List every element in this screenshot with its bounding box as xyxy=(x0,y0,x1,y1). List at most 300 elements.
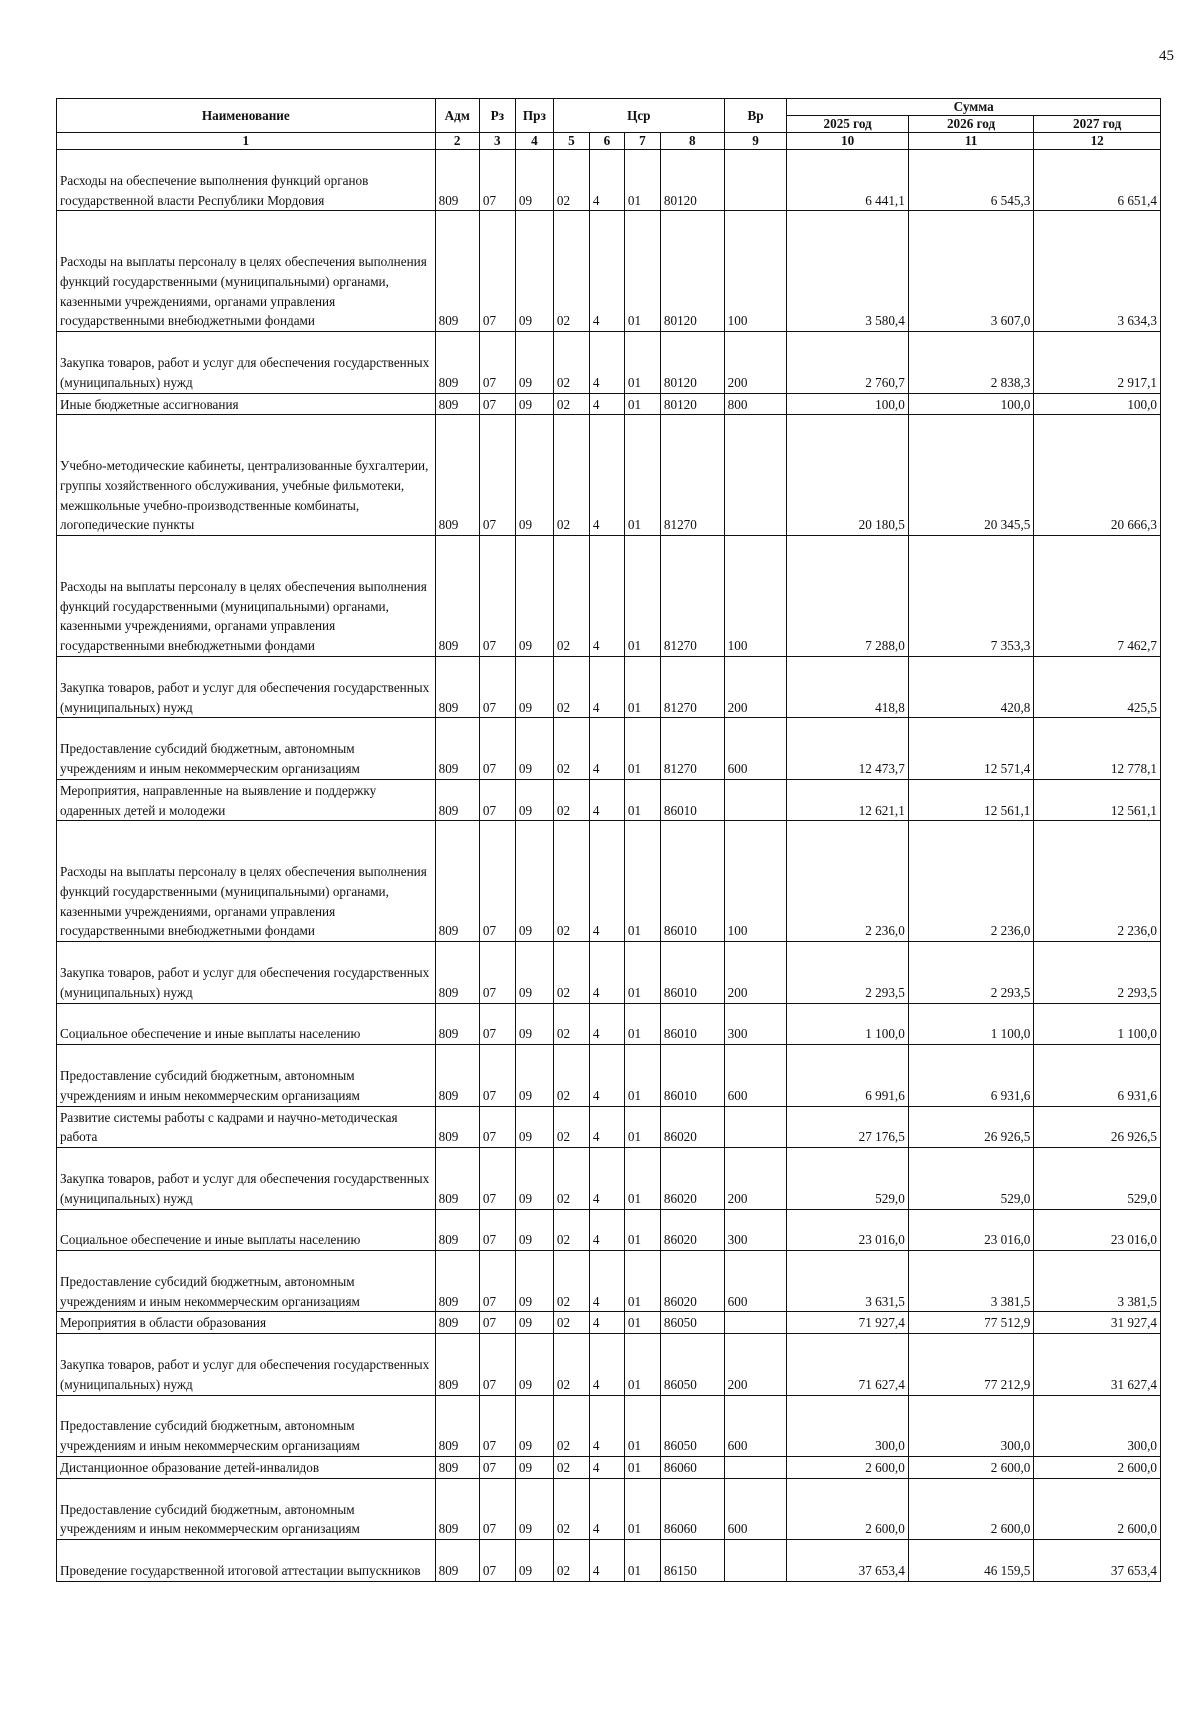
column-number: 8 xyxy=(660,133,724,150)
row-amount-2027: 529,0 xyxy=(1034,1148,1161,1209)
row-prz: 09 xyxy=(515,536,553,657)
column-number: 4 xyxy=(515,133,553,150)
row-vr: 100 xyxy=(724,211,787,332)
row-amount-2026: 20 345,5 xyxy=(908,415,1034,536)
row-adm: 809 xyxy=(435,1148,479,1209)
row-adm: 809 xyxy=(435,415,479,536)
row-amount-2026: 529,0 xyxy=(908,1148,1034,1209)
row-name: Закупка товаров, работ и услуг для обеспечения государственных (муниципальных) нужд xyxy=(57,332,436,393)
row-rz: 07 xyxy=(479,415,515,536)
row-csr-5: 02 xyxy=(553,211,589,332)
row-adm: 809 xyxy=(435,779,479,821)
row-prz: 09 xyxy=(515,779,553,821)
row-csr-8: 86010 xyxy=(660,942,724,1003)
row-amount-2026: 2 236,0 xyxy=(908,821,1034,942)
row-csr-6: 4 xyxy=(589,1106,624,1148)
row-name: Расходы на выплаты персоналу в целях обеспечения выполнения функций государственными (муниципальными) органами, казенными учреждениями, органами управления государственными внебюджетными фондами xyxy=(57,536,436,657)
row-csr-6: 4 xyxy=(589,821,624,942)
row-csr-8: 81270 xyxy=(660,536,724,657)
row-adm: 809 xyxy=(435,718,479,779)
row-prz: 09 xyxy=(515,1045,553,1106)
row-amount-2025: 37 653,4 xyxy=(787,1540,908,1582)
row-csr-8: 86060 xyxy=(660,1478,724,1539)
row-amount-2025: 300,0 xyxy=(787,1395,908,1456)
row-name: Предоставление субсидий бюджетным, автономным учреждениям и иным некоммерческим организациям xyxy=(57,1395,436,1456)
row-csr-8: 86050 xyxy=(660,1334,724,1395)
row-amount-2025: 6 991,6 xyxy=(787,1045,908,1106)
row-adm: 809 xyxy=(435,1478,479,1539)
row-csr-5: 02 xyxy=(553,150,589,211)
table-row xyxy=(57,150,1161,211)
table-row xyxy=(57,1457,1161,1479)
row-amount-2026: 2 293,5 xyxy=(908,942,1034,1003)
row-amount-2026: 420,8 xyxy=(908,656,1034,717)
row-csr-5: 02 xyxy=(553,656,589,717)
row-csr-7: 01 xyxy=(624,656,660,717)
row-vr xyxy=(724,1106,787,1148)
row-adm: 809 xyxy=(435,1334,479,1395)
table-row xyxy=(57,1540,1161,1582)
row-rz: 07 xyxy=(479,656,515,717)
row-prz: 09 xyxy=(515,211,553,332)
row-rz: 07 xyxy=(479,1334,515,1395)
table-row xyxy=(57,821,1161,942)
row-vr xyxy=(724,150,787,211)
row-amount-2025: 71 627,4 xyxy=(787,1334,908,1395)
column-number: 11 xyxy=(908,133,1034,150)
row-name: Закупка товаров, работ и услуг для обеспечения государственных (муниципальных) нужд xyxy=(57,1148,436,1209)
row-csr-5: 02 xyxy=(553,1003,589,1045)
row-amount-2026: 26 926,5 xyxy=(908,1106,1034,1148)
row-csr-5: 02 xyxy=(553,942,589,1003)
row-amount-2026: 77 212,9 xyxy=(908,1334,1034,1395)
row-amount-2025: 71 927,4 xyxy=(787,1312,908,1334)
row-rz: 07 xyxy=(479,211,515,332)
row-adm: 809 xyxy=(435,656,479,717)
row-name: Социальное обеспечение и иные выплаты населению xyxy=(57,1209,436,1251)
row-adm: 809 xyxy=(435,1045,479,1106)
row-csr-7: 01 xyxy=(624,779,660,821)
row-name: Предоставление субсидий бюджетным, автономным учреждениям и иным некоммерческим организациям xyxy=(57,1251,436,1312)
row-vr: 300 xyxy=(724,1003,787,1045)
row-prz: 09 xyxy=(515,1148,553,1209)
row-csr-7: 01 xyxy=(624,393,660,415)
row-vr: 300 xyxy=(724,1209,787,1251)
row-csr-6: 4 xyxy=(589,1148,624,1209)
row-amount-2027: 300,0 xyxy=(1034,1395,1161,1456)
row-csr-5: 02 xyxy=(553,536,589,657)
row-csr-7: 01 xyxy=(624,1540,660,1582)
row-csr-5: 02 xyxy=(553,332,589,393)
header-sum: Сумма xyxy=(787,99,1161,116)
row-csr-8: 86020 xyxy=(660,1209,724,1251)
row-adm: 809 xyxy=(435,1312,479,1334)
row-name: Учебно-методические кабинеты, централизованные бухгалтерии, группы хозяйственного обслуживания, учебные фильмотеки, межшкольные учебно-производственные комбинаты, логопедические пункты xyxy=(57,415,436,536)
row-amount-2025: 418,8 xyxy=(787,656,908,717)
row-prz: 09 xyxy=(515,1106,553,1148)
row-csr-7: 01 xyxy=(624,1106,660,1148)
row-csr-7: 01 xyxy=(624,211,660,332)
row-amount-2026: 46 159,5 xyxy=(908,1540,1034,1582)
row-csr-6: 4 xyxy=(589,718,624,779)
row-amount-2025: 529,0 xyxy=(787,1148,908,1209)
row-name: Закупка товаров, работ и услуг для обеспечения государственных (муниципальных) нужд xyxy=(57,656,436,717)
row-amount-2027: 2 236,0 xyxy=(1034,821,1161,942)
header-vr: Вр xyxy=(724,99,787,133)
row-vr: 800 xyxy=(724,393,787,415)
table-row xyxy=(57,1045,1161,1106)
row-csr-8: 80120 xyxy=(660,332,724,393)
row-prz: 09 xyxy=(515,718,553,779)
row-amount-2027: 1 100,0 xyxy=(1034,1003,1161,1045)
row-name: Закупка товаров, работ и услуг для обеспечения государственных (муниципальных) нужд xyxy=(57,1334,436,1395)
row-csr-5: 02 xyxy=(553,1251,589,1312)
row-amount-2025: 2 293,5 xyxy=(787,942,908,1003)
row-amount-2027: 3 381,5 xyxy=(1034,1251,1161,1312)
row-amount-2027: 100,0 xyxy=(1034,393,1161,415)
row-csr-6: 4 xyxy=(589,1540,624,1582)
row-csr-7: 01 xyxy=(624,718,660,779)
row-csr-8: 86050 xyxy=(660,1312,724,1334)
row-vr: 200 xyxy=(724,942,787,1003)
table-header xyxy=(57,99,1161,150)
row-rz: 07 xyxy=(479,942,515,1003)
budget-table xyxy=(56,98,1161,1582)
table-row xyxy=(57,211,1161,332)
row-adm: 809 xyxy=(435,536,479,657)
row-amount-2027: 6 651,4 xyxy=(1034,150,1161,211)
header-year-2025: 2025 год xyxy=(787,116,908,133)
header-rz: Рз xyxy=(479,99,515,133)
header-csr: Цср xyxy=(553,99,724,133)
row-csr-8: 81270 xyxy=(660,415,724,536)
header-year-2026: 2026 год xyxy=(908,116,1034,133)
row-amount-2027: 20 666,3 xyxy=(1034,415,1161,536)
page-number: 45 xyxy=(1159,48,1174,64)
row-adm: 809 xyxy=(435,1003,479,1045)
row-adm: 809 xyxy=(435,211,479,332)
table-row xyxy=(57,1003,1161,1045)
table-row xyxy=(57,332,1161,393)
row-vr: 200 xyxy=(724,332,787,393)
row-csr-7: 01 xyxy=(624,415,660,536)
row-csr-6: 4 xyxy=(589,779,624,821)
row-amount-2026: 23 016,0 xyxy=(908,1209,1034,1251)
row-amount-2025: 27 176,5 xyxy=(787,1106,908,1148)
row-prz: 09 xyxy=(515,415,553,536)
row-csr-8: 81270 xyxy=(660,718,724,779)
row-csr-5: 02 xyxy=(553,393,589,415)
row-prz: 09 xyxy=(515,1209,553,1251)
row-csr-5: 02 xyxy=(553,415,589,536)
row-amount-2025: 6 441,1 xyxy=(787,150,908,211)
row-adm: 809 xyxy=(435,1395,479,1456)
row-amount-2026: 12 571,4 xyxy=(908,718,1034,779)
column-number: 3 xyxy=(479,133,515,150)
column-number: 6 xyxy=(589,133,624,150)
row-rz: 07 xyxy=(479,332,515,393)
row-amount-2025: 3 631,5 xyxy=(787,1251,908,1312)
row-csr-6: 4 xyxy=(589,211,624,332)
row-amount-2027: 425,5 xyxy=(1034,656,1161,717)
row-csr-6: 4 xyxy=(589,150,624,211)
row-csr-7: 01 xyxy=(624,1395,660,1456)
row-amount-2027: 12 778,1 xyxy=(1034,718,1161,779)
row-csr-7: 01 xyxy=(624,1148,660,1209)
table-row xyxy=(57,1334,1161,1395)
row-csr-6: 4 xyxy=(589,1045,624,1106)
row-vr xyxy=(724,415,787,536)
row-rz: 07 xyxy=(479,1045,515,1106)
row-vr xyxy=(724,1540,787,1582)
row-amount-2026: 100,0 xyxy=(908,393,1034,415)
table-row xyxy=(57,1106,1161,1148)
row-name: Предоставление субсидий бюджетным, автономным учреждениям и иным некоммерческим организациям xyxy=(57,1045,436,1106)
row-csr-7: 01 xyxy=(624,1251,660,1312)
row-csr-7: 01 xyxy=(624,821,660,942)
row-vr xyxy=(724,1457,787,1479)
row-amount-2026: 2 838,3 xyxy=(908,332,1034,393)
row-adm: 809 xyxy=(435,1209,479,1251)
row-rz: 07 xyxy=(479,1209,515,1251)
row-prz: 09 xyxy=(515,1312,553,1334)
table-row xyxy=(57,393,1161,415)
row-vr xyxy=(724,1312,787,1334)
row-csr-8: 80120 xyxy=(660,211,724,332)
row-csr-6: 4 xyxy=(589,656,624,717)
row-name: Мероприятия в области образования xyxy=(57,1312,436,1334)
row-amount-2026: 77 512,9 xyxy=(908,1312,1034,1334)
row-amount-2026: 1 100,0 xyxy=(908,1003,1034,1045)
row-amount-2027: 2 293,5 xyxy=(1034,942,1161,1003)
row-vr: 200 xyxy=(724,656,787,717)
row-adm: 809 xyxy=(435,393,479,415)
row-amount-2025: 7 288,0 xyxy=(787,536,908,657)
row-csr-5: 02 xyxy=(553,1045,589,1106)
row-rz: 07 xyxy=(479,718,515,779)
row-amount-2026: 2 600,0 xyxy=(908,1478,1034,1539)
row-csr-5: 02 xyxy=(553,1312,589,1334)
row-amount-2025: 2 236,0 xyxy=(787,821,908,942)
table-row xyxy=(57,656,1161,717)
row-rz: 07 xyxy=(479,1106,515,1148)
row-amount-2026: 12 561,1 xyxy=(908,779,1034,821)
row-vr: 100 xyxy=(724,821,787,942)
row-vr: 600 xyxy=(724,1045,787,1106)
table-row xyxy=(57,779,1161,821)
row-amount-2027: 3 634,3 xyxy=(1034,211,1161,332)
row-csr-7: 01 xyxy=(624,332,660,393)
row-amount-2027: 2 600,0 xyxy=(1034,1478,1161,1539)
row-prz: 09 xyxy=(515,656,553,717)
row-csr-5: 02 xyxy=(553,1540,589,1582)
row-csr-8: 86150 xyxy=(660,1540,724,1582)
row-prz: 09 xyxy=(515,942,553,1003)
row-amount-2027: 26 926,5 xyxy=(1034,1106,1161,1148)
column-number: 1 xyxy=(57,133,436,150)
row-csr-8: 86010 xyxy=(660,1045,724,1106)
row-prz: 09 xyxy=(515,1395,553,1456)
header-adm: Адм xyxy=(435,99,479,133)
row-name: Предоставление субсидий бюджетным, автономным учреждениям и иным некоммерческим организациям xyxy=(57,718,436,779)
row-rz: 07 xyxy=(479,1148,515,1209)
row-adm: 809 xyxy=(435,942,479,1003)
row-rz: 07 xyxy=(479,1395,515,1456)
row-prz: 09 xyxy=(515,1457,553,1479)
row-adm: 809 xyxy=(435,1251,479,1312)
row-csr-7: 01 xyxy=(624,942,660,1003)
row-amount-2026: 6 931,6 xyxy=(908,1045,1034,1106)
row-csr-5: 02 xyxy=(553,1478,589,1539)
row-prz: 09 xyxy=(515,332,553,393)
row-rz: 07 xyxy=(479,1312,515,1334)
row-csr-8: 86010 xyxy=(660,779,724,821)
column-number: 7 xyxy=(624,133,660,150)
row-csr-8: 86020 xyxy=(660,1251,724,1312)
row-csr-6: 4 xyxy=(589,1478,624,1539)
row-csr-6: 4 xyxy=(589,393,624,415)
row-csr-5: 02 xyxy=(553,779,589,821)
row-csr-8: 86050 xyxy=(660,1395,724,1456)
row-rz: 07 xyxy=(479,1003,515,1045)
row-csr-7: 01 xyxy=(624,1045,660,1106)
row-csr-6: 4 xyxy=(589,536,624,657)
row-prz: 09 xyxy=(515,1003,553,1045)
row-csr-5: 02 xyxy=(553,718,589,779)
row-rz: 07 xyxy=(479,1540,515,1582)
row-rz: 07 xyxy=(479,393,515,415)
header-prz: Прз xyxy=(515,99,553,133)
row-amount-2027: 31 627,4 xyxy=(1034,1334,1161,1395)
row-csr-7: 01 xyxy=(624,1312,660,1334)
row-name: Проведение государственной итоговой аттестации выпускников xyxy=(57,1540,436,1582)
row-csr-5: 02 xyxy=(553,1148,589,1209)
row-amount-2027: 6 931,6 xyxy=(1034,1045,1161,1106)
table-row xyxy=(57,718,1161,779)
row-csr-6: 4 xyxy=(589,1251,624,1312)
header-year-2027: 2027 год xyxy=(1034,116,1161,133)
row-csr-7: 01 xyxy=(624,1209,660,1251)
table-row xyxy=(57,1395,1161,1456)
row-csr-7: 01 xyxy=(624,1478,660,1539)
row-amount-2027: 12 561,1 xyxy=(1034,779,1161,821)
row-adm: 809 xyxy=(435,821,479,942)
row-csr-8: 86060 xyxy=(660,1457,724,1479)
row-csr-8: 80120 xyxy=(660,150,724,211)
row-prz: 09 xyxy=(515,1251,553,1312)
row-csr-5: 02 xyxy=(553,1395,589,1456)
row-amount-2026: 300,0 xyxy=(908,1395,1034,1456)
row-rz: 07 xyxy=(479,779,515,821)
row-name: Расходы на выплаты персоналу в целях обеспечения выполнения функций государственными (муниципальными) органами, казенными учреждениями, органами управления государственными внебюджетными фондами xyxy=(57,211,436,332)
row-name: Дистанционное образование детей-инвалидов xyxy=(57,1457,436,1479)
row-csr-7: 01 xyxy=(624,536,660,657)
table-row xyxy=(57,536,1161,657)
row-rz: 07 xyxy=(479,1251,515,1312)
row-name: Развитие системы работы с кадрами и научно-методическая работа xyxy=(57,1106,436,1148)
row-amount-2025: 100,0 xyxy=(787,393,908,415)
row-amount-2026: 3 607,0 xyxy=(908,211,1034,332)
row-rz: 07 xyxy=(479,821,515,942)
row-vr: 100 xyxy=(724,536,787,657)
row-adm: 809 xyxy=(435,1457,479,1479)
row-csr-6: 4 xyxy=(589,1312,624,1334)
row-vr: 200 xyxy=(724,1148,787,1209)
table-row xyxy=(57,1251,1161,1312)
table-body xyxy=(57,150,1161,1582)
table-row xyxy=(57,1209,1161,1251)
row-csr-6: 4 xyxy=(589,942,624,1003)
row-amount-2026: 7 353,3 xyxy=(908,536,1034,657)
row-adm: 809 xyxy=(435,332,479,393)
row-amount-2025: 2 600,0 xyxy=(787,1457,908,1479)
row-prz: 09 xyxy=(515,1478,553,1539)
row-amount-2027: 2 600,0 xyxy=(1034,1457,1161,1479)
row-csr-6: 4 xyxy=(589,1209,624,1251)
row-prz: 09 xyxy=(515,1540,553,1582)
row-rz: 07 xyxy=(479,1478,515,1539)
row-csr-6: 4 xyxy=(589,332,624,393)
table-row xyxy=(57,1312,1161,1334)
row-prz: 09 xyxy=(515,393,553,415)
row-csr-5: 02 xyxy=(553,1209,589,1251)
row-rz: 07 xyxy=(479,536,515,657)
row-amount-2027: 23 016,0 xyxy=(1034,1209,1161,1251)
column-number: 2 xyxy=(435,133,479,150)
row-amount-2025: 12 621,1 xyxy=(787,779,908,821)
row-amount-2025: 20 180,5 xyxy=(787,415,908,536)
row-vr: 600 xyxy=(724,718,787,779)
row-amount-2025: 23 016,0 xyxy=(787,1209,908,1251)
row-name: Социальное обеспечение и иные выплаты населению xyxy=(57,1003,436,1045)
row-vr: 600 xyxy=(724,1251,787,1312)
row-vr: 200 xyxy=(724,1334,787,1395)
row-amount-2025: 1 100,0 xyxy=(787,1003,908,1045)
row-csr-6: 4 xyxy=(589,1334,624,1395)
row-csr-8: 86020 xyxy=(660,1148,724,1209)
row-amount-2025: 2 760,7 xyxy=(787,332,908,393)
row-adm: 809 xyxy=(435,1540,479,1582)
row-csr-5: 02 xyxy=(553,821,589,942)
row-csr-6: 4 xyxy=(589,1457,624,1479)
row-prz: 09 xyxy=(515,150,553,211)
row-vr xyxy=(724,779,787,821)
row-csr-8: 81270 xyxy=(660,656,724,717)
row-prz: 09 xyxy=(515,1334,553,1395)
row-name: Закупка товаров, работ и услуг для обеспечения государственных (муниципальных) нужд xyxy=(57,942,436,1003)
row-csr-6: 4 xyxy=(589,415,624,536)
column-numbers-row xyxy=(57,133,1161,150)
row-name: Предоставление субсидий бюджетным, автономным учреждениям и иным некоммерческим организациям xyxy=(57,1478,436,1539)
row-rz: 07 xyxy=(479,1457,515,1479)
row-amount-2026: 3 381,5 xyxy=(908,1251,1034,1312)
row-amount-2025: 3 580,4 xyxy=(787,211,908,332)
column-number: 12 xyxy=(1034,133,1161,150)
row-csr-7: 01 xyxy=(624,1457,660,1479)
row-csr-7: 01 xyxy=(624,1334,660,1395)
row-amount-2026: 6 545,3 xyxy=(908,150,1034,211)
row-amount-2027: 31 927,4 xyxy=(1034,1312,1161,1334)
row-csr-8: 86020 xyxy=(660,1106,724,1148)
row-amount-2027: 37 653,4 xyxy=(1034,1540,1161,1582)
column-number: 5 xyxy=(553,133,589,150)
row-name: Расходы на выплаты персоналу в целях обеспечения выполнения функций государственными (муниципальными) органами, казенными учреждениями, органами управления государственными внебюджетными фондами xyxy=(57,821,436,942)
row-name: Иные бюджетные ассигнования xyxy=(57,393,436,415)
header-name: Наименование xyxy=(57,99,436,133)
row-name: Расходы на обеспечение выполнения функций органов государственной власти Республики Мордовия xyxy=(57,150,436,211)
row-vr: 600 xyxy=(724,1478,787,1539)
row-amount-2027: 2 917,1 xyxy=(1034,332,1161,393)
